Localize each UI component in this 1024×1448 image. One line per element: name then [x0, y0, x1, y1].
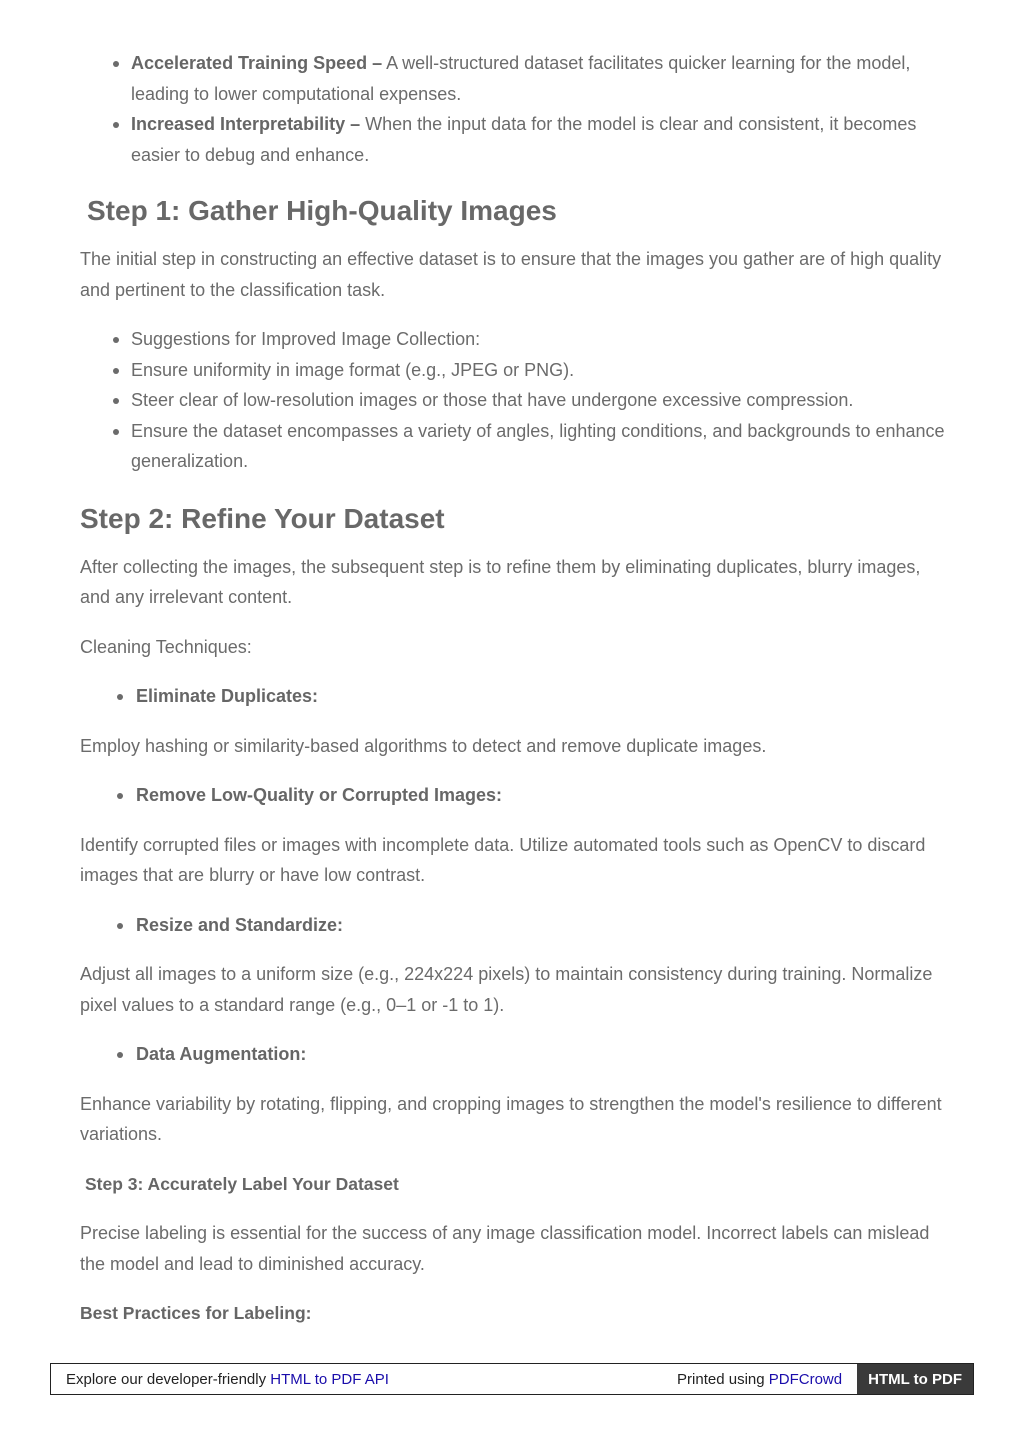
step1-heading: Step 1: Gather High-Quality Images	[87, 195, 557, 226]
technique-bullet	[80, 681, 945, 712]
technique-title: Remove Low-Quality or Corrupted Images:	[136, 785, 503, 805]
list-item	[136, 780, 945, 811]
step2-paragraph: After collecting the images, the subsequent step is to refine them by eliminating duplicates, blurry images, and any irrelevant content.	[80, 556, 921, 607]
intro-list	[80, 48, 945, 170]
list-item-bold: Increased Interpretability –	[131, 114, 361, 134]
html-to-pdf-api-link[interactable]: HTML to PDF API	[270, 1370, 389, 1388]
list-item	[136, 681, 945, 712]
list-item: Ensure the dataset encompasses a variety of angles, lighting conditions, and backgrounds to enhance generalization.	[131, 416, 945, 477]
list-item	[131, 48, 945, 109]
step3-paragraph: Precise labeling is essential for the success of any image classification model. Incorrect labels can mislead the model and lead to diminished accuracy.	[80, 1223, 930, 1274]
pdfcrowd-footer	[50, 1363, 974, 1395]
list-item	[131, 109, 945, 170]
pdfcrowd-link[interactable]: PDFCrowd	[768, 1370, 843, 1388]
technique-description: Enhance variability by rotating, flipping, and cropping images to strengthen the model's resilience to different variations.	[80, 1093, 942, 1144]
technique-bullet	[80, 1039, 945, 1070]
technique-description: Adjust all images to a uniform size (e.g., 224x224 pixels) to maintain consistency during training. Normalize pixel values to a standard range (e.g., 0–1 or -1 to 1).	[80, 964, 933, 1015]
technique-bullet	[80, 780, 945, 811]
footer-printed	[677, 1371, 857, 1388]
html-to-pdf-badge[interactable]: HTML to PDF	[857, 1364, 973, 1394]
technique-title: Resize and Standardize:	[136, 914, 344, 935]
technique-title: Eliminate Duplicates:	[136, 686, 319, 706]
list-item-text: When the input data for the model is clear and consistent, it becomes easier to debug and enhance.	[131, 114, 917, 165]
technique-bullet	[80, 910, 945, 941]
list-item	[136, 910, 945, 941]
list-item	[136, 1039, 945, 1070]
list-item: Suggestions for Improved Image Collection:	[131, 324, 945, 355]
footer-explore-text: Explore our developer-friendly	[66, 1370, 271, 1388]
step1-list	[80, 324, 945, 477]
footer-printed-text: Printed using	[677, 1370, 769, 1388]
technique-description: Employ hashing or similarity-based algorithms to detect and remove duplicate images.	[80, 735, 767, 756]
technique-description: Identify corrupted files or images with incomplete data. Utilize automated tools such as OpenCV to discard images that are blurry or have low contrast.	[80, 834, 926, 885]
footer-explore	[51, 1371, 677, 1388]
list-item-text: A well-structured dataset facilitates quicker learning for the model, leading to lower computational expenses.	[131, 53, 911, 104]
technique-title: Data Augmentation:	[136, 1044, 307, 1064]
list-item-bold: Accelerated Training Speed –	[131, 53, 383, 73]
cleaning-techniques-label: Cleaning Techniques:	[80, 636, 252, 657]
step2-heading: Step 2: Refine Your Dataset	[80, 502, 445, 534]
best-practices-label: Best Practices for Labeling:	[80, 1303, 312, 1323]
step1-paragraph: The initial step in constructing an effective dataset is to ensure that the images you gather are of high quality and pertinent to the classification task.	[80, 249, 942, 300]
list-item: Ensure uniformity in image format (e.g., JPEG or PNG).	[131, 355, 945, 386]
step3-heading: Step 3: Accurately Label Your Dataset	[85, 1173, 399, 1194]
list-item: Steer clear of low-resolution images or those that have undergone excessive compression.	[131, 385, 945, 416]
document-content	[80, 48, 945, 1329]
